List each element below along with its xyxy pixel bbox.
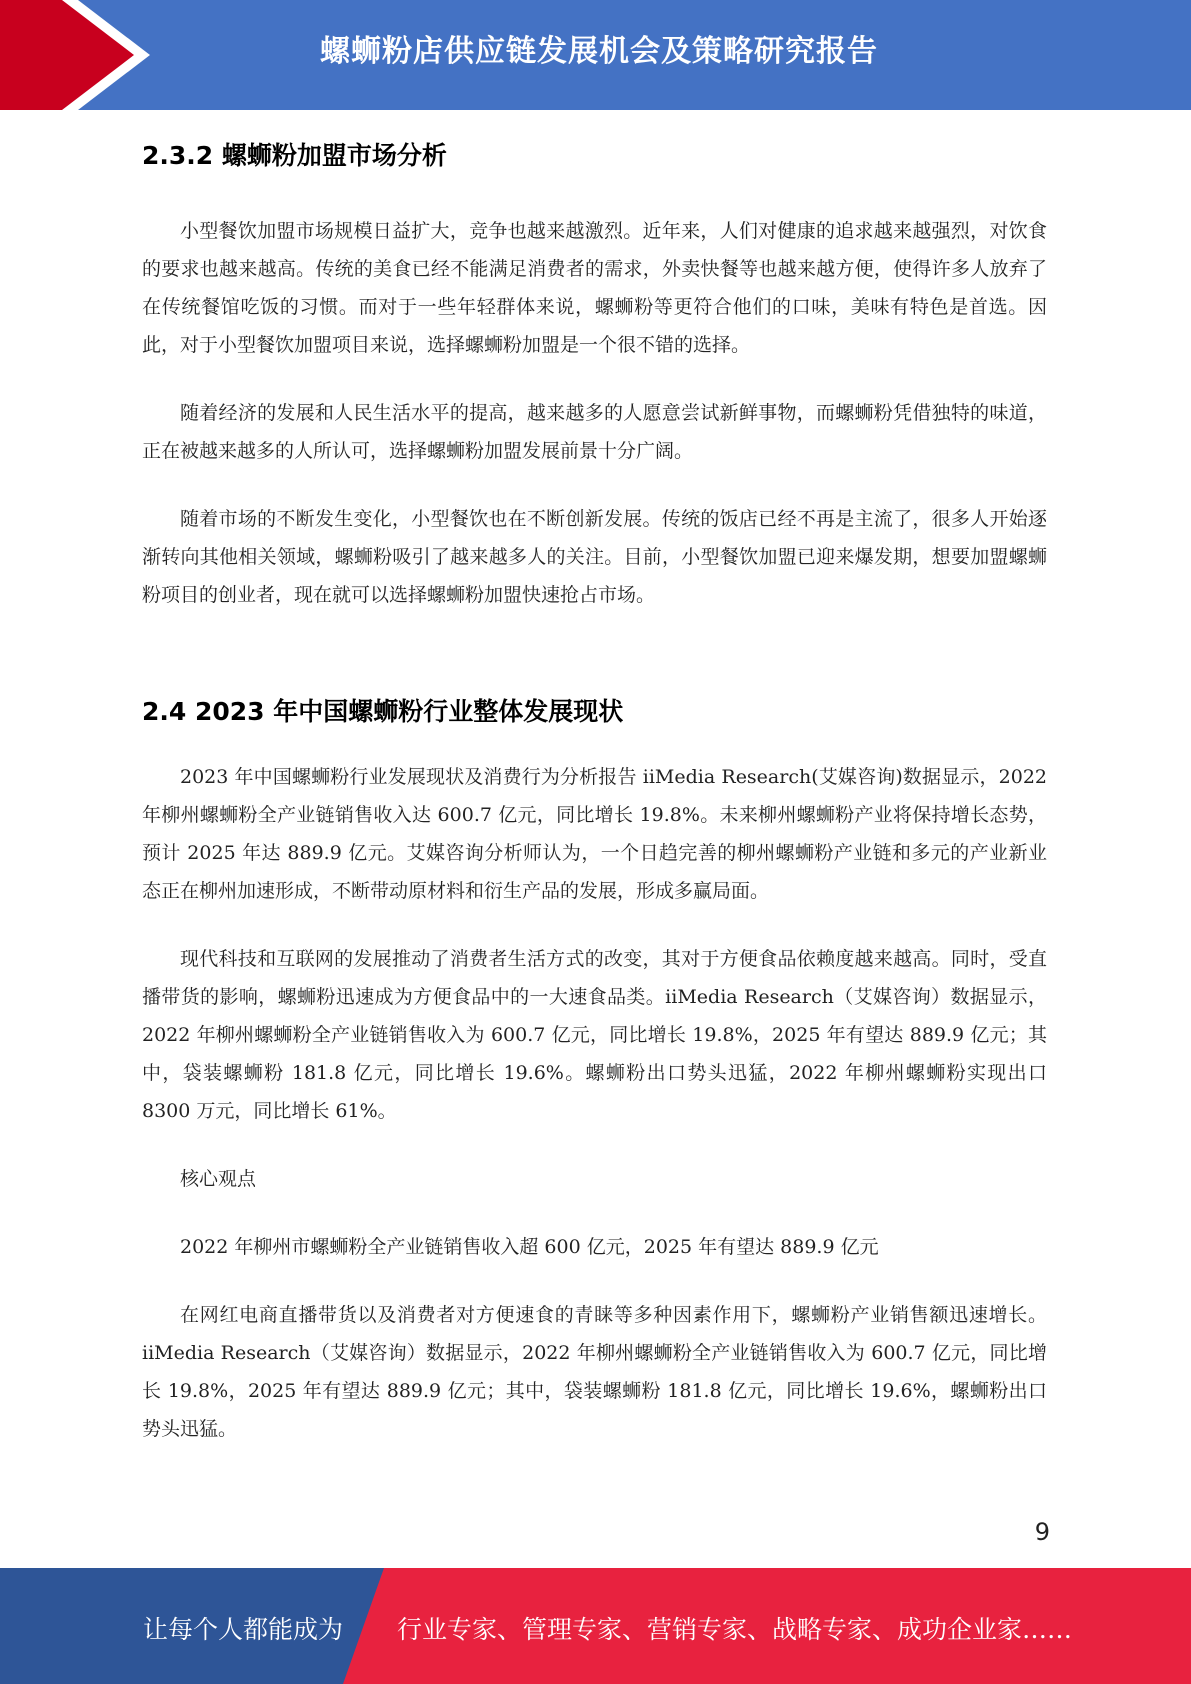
paragraph: 在网红电商直播带货以及消费者对方便速食的青睐等多种因素作用下，螺蛳粉产业销售额迅速增长。iiMedia Research（艾媒咨询）数据显示，2022 年柳州螺蛳粉全产业链销售收入为 600.7 亿元，同比增长 19.8%，2025 年有望达 889.9 亿元；其中，袋装螺蛳粉 181.8 亿元，同比增长 19.6%，螺蛳粉出口势头迅猛。 [142, 1304, 1047, 1440]
paragraph: 随着经济的发展和人民生活水平的提高，越来越多的人愿意尝试新鲜事物，而螺蛳粉凭借独特的味道，正在被越来越多的人所认可，选择螺蛳粉加盟发展前景十分广阔。 [142, 402, 1047, 462]
core-viewpoint-label: 核心观点 [180, 1168, 257, 1190]
footer-slogan-right: 行业专家、管理专家、营销专家、战略专家、成功企业家…… [397, 1615, 1073, 1644]
page-footer [0, 1568, 1191, 1684]
paragraph: 现代科技和互联网的发展推动了消费者生活方式的改变，其对于方便食品依赖度越来越高。同时，受直播带货的影响，螺蛳粉迅速成为方便食品中的一大速食品类。iiMedia Research（艾媒咨询）数据显示，2022 年柳州螺蛳粉全产业链销售收入为 600.7 亿元，同比增长 19.8%，2025 年有望达 889.9 亿元；其中，袋装螺蛳粉 181.8 亿元，同比增长 19.6%。螺蛳粉出口势头迅猛，2022 年柳州螺蛳粉实现出口 8300 万元，同比增长 61%。 [142, 948, 1047, 1122]
section-heading-2-4: 2.4 2023 年中国螺蛳粉行业整体发展现状 [142, 697, 624, 726]
paragraph: 随着市场的不断发生变化，小型餐饮也在不断创新发展。传统的饭店已经不再是主流了，很多人开始逐渐转向其他相关领域，螺蛳粉吸引了越来越多人的关注。目前，小型餐饮加盟已迎来爆发期，想要加盟螺蛳粉项目的创业者，现在就可以选择螺蛳粉加盟快速抢占市场。 [142, 508, 1047, 606]
core-viewpoint-text: 2022 年柳州市螺蛳粉全产业链销售收入超 600 亿元，2025 年有望达 889.9 亿元 [180, 1236, 879, 1258]
page-header [0, 0, 1191, 110]
section-heading-2-3-2: 2.3.2 螺蛳粉加盟市场分析 [142, 141, 447, 170]
footer-slogan-left: 让每个人都能成为 [143, 1615, 344, 1644]
paragraph: 2023 年中国螺蛳粉行业发展现状及消费行为分析报告 iiMedia Research(艾媒咨询)数据显示，2022 年柳州螺蛳粉全产业链销售收入达 600.7 亿元，同比增长 19.8%。未来柳州螺蛳粉产业将保持增长态势，预计 2025 年达 889.9 亿元。艾媒咨询分析师认为，一个日趋完善的柳州螺蛳粉产业链和多元的产业新业态正在柳州加速形成，不断带动原材料和衍生产品的发展，形成多赢局面。 [142, 766, 1047, 902]
report-title: 螺蛳粉店供应链发展机会及策略研究报告 [320, 34, 878, 69]
page-number: 9 [1034, 1518, 1050, 1546]
page-content [142, 120, 1047, 1478]
paragraph: 小型餐饮加盟市场规模日益扩大，竞争也越来越激烈。近年来，人们对健康的追求越来越强烈，对饮食的要求也越来越高。传统的美食已经不能满足消费者的需求，外卖快餐等也越来越方便，使得许多人放弃了在传统餐馆吃饭的习惯。而对于一些年轻群体来说，螺蛳粉等更符合他们的口味，美味有特色是首选。因此，对于小型餐饮加盟项目来说，选择螺蛳粉加盟是一个很不错的选择。 [142, 220, 1047, 356]
